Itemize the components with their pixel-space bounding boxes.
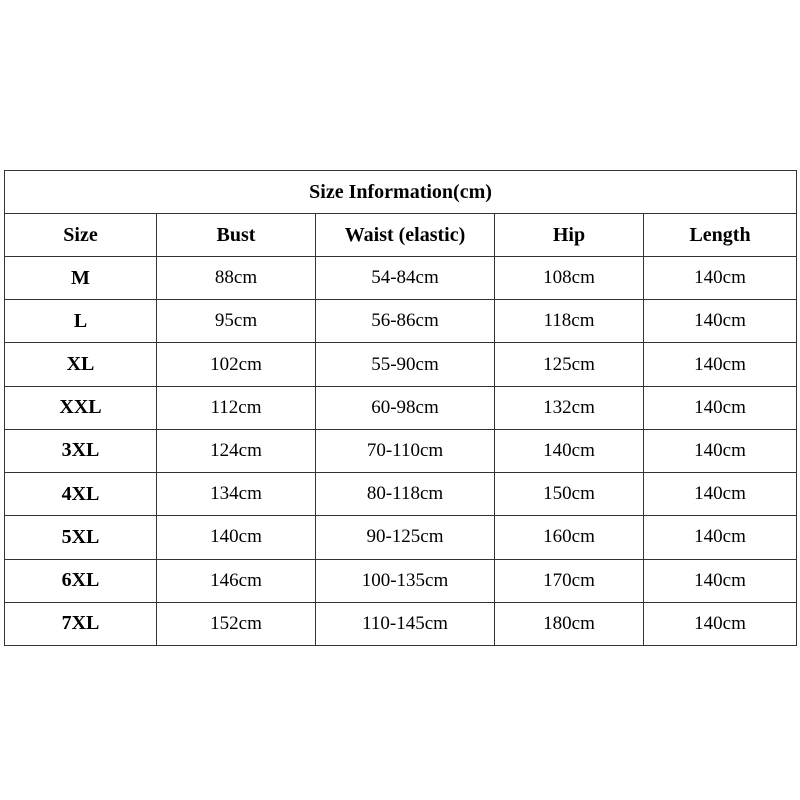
hip-cell: 160cm <box>495 516 644 559</box>
length-cell: 140cm <box>644 429 797 472</box>
bust-cell: 140cm <box>157 516 316 559</box>
bust-cell: 152cm <box>157 602 316 645</box>
bust-cell: 88cm <box>157 257 316 300</box>
size-information-table <box>4 170 797 646</box>
waist-cell: 90-125cm <box>316 516 495 559</box>
table-row <box>5 429 797 472</box>
table-title: Size Information(cm) <box>5 171 797 214</box>
size-cell: L <box>5 300 157 343</box>
length-cell: 140cm <box>644 300 797 343</box>
bust-cell: 146cm <box>157 559 316 602</box>
column-header-bust: Bust <box>157 214 316 257</box>
table-row <box>5 516 797 559</box>
hip-cell: 170cm <box>495 559 644 602</box>
table-row <box>5 473 797 516</box>
table-row <box>5 559 797 602</box>
table-row <box>5 602 797 645</box>
hip-cell: 150cm <box>495 473 644 516</box>
size-cell: 7XL <box>5 602 157 645</box>
hip-cell: 108cm <box>495 257 644 300</box>
table-row <box>5 343 797 386</box>
size-cell: 6XL <box>5 559 157 602</box>
bust-cell: 102cm <box>157 343 316 386</box>
size-cell: 3XL <box>5 429 157 472</box>
table-row <box>5 386 797 429</box>
waist-cell: 110-145cm <box>316 602 495 645</box>
length-cell: 140cm <box>644 473 797 516</box>
hip-cell: 118cm <box>495 300 644 343</box>
column-header-size: Size <box>5 214 157 257</box>
column-header-length: Length <box>644 214 797 257</box>
length-cell: 140cm <box>644 386 797 429</box>
length-cell: 140cm <box>644 343 797 386</box>
hip-cell: 180cm <box>495 602 644 645</box>
bust-cell: 124cm <box>157 429 316 472</box>
hip-cell: 125cm <box>495 343 644 386</box>
size-cell: XL <box>5 343 157 386</box>
size-cell: M <box>5 257 157 300</box>
length-cell: 140cm <box>644 559 797 602</box>
waist-cell: 100-135cm <box>316 559 495 602</box>
waist-cell: 54-84cm <box>316 257 495 300</box>
length-cell: 140cm <box>644 257 797 300</box>
table-header-row <box>5 214 797 257</box>
size-cell: 5XL <box>5 516 157 559</box>
hip-cell: 132cm <box>495 386 644 429</box>
waist-cell: 80-118cm <box>316 473 495 516</box>
length-cell: 140cm <box>644 602 797 645</box>
hip-cell: 140cm <box>495 429 644 472</box>
bust-cell: 112cm <box>157 386 316 429</box>
column-header-hip: Hip <box>495 214 644 257</box>
table-row <box>5 300 797 343</box>
column-header-waist: Waist (elastic) <box>316 214 495 257</box>
length-cell: 140cm <box>644 516 797 559</box>
bust-cell: 95cm <box>157 300 316 343</box>
size-cell: 4XL <box>5 473 157 516</box>
bust-cell: 134cm <box>157 473 316 516</box>
waist-cell: 70-110cm <box>316 429 495 472</box>
size-cell: XXL <box>5 386 157 429</box>
table-row <box>5 257 797 300</box>
waist-cell: 55-90cm <box>316 343 495 386</box>
waist-cell: 56-86cm <box>316 300 495 343</box>
waist-cell: 60-98cm <box>316 386 495 429</box>
